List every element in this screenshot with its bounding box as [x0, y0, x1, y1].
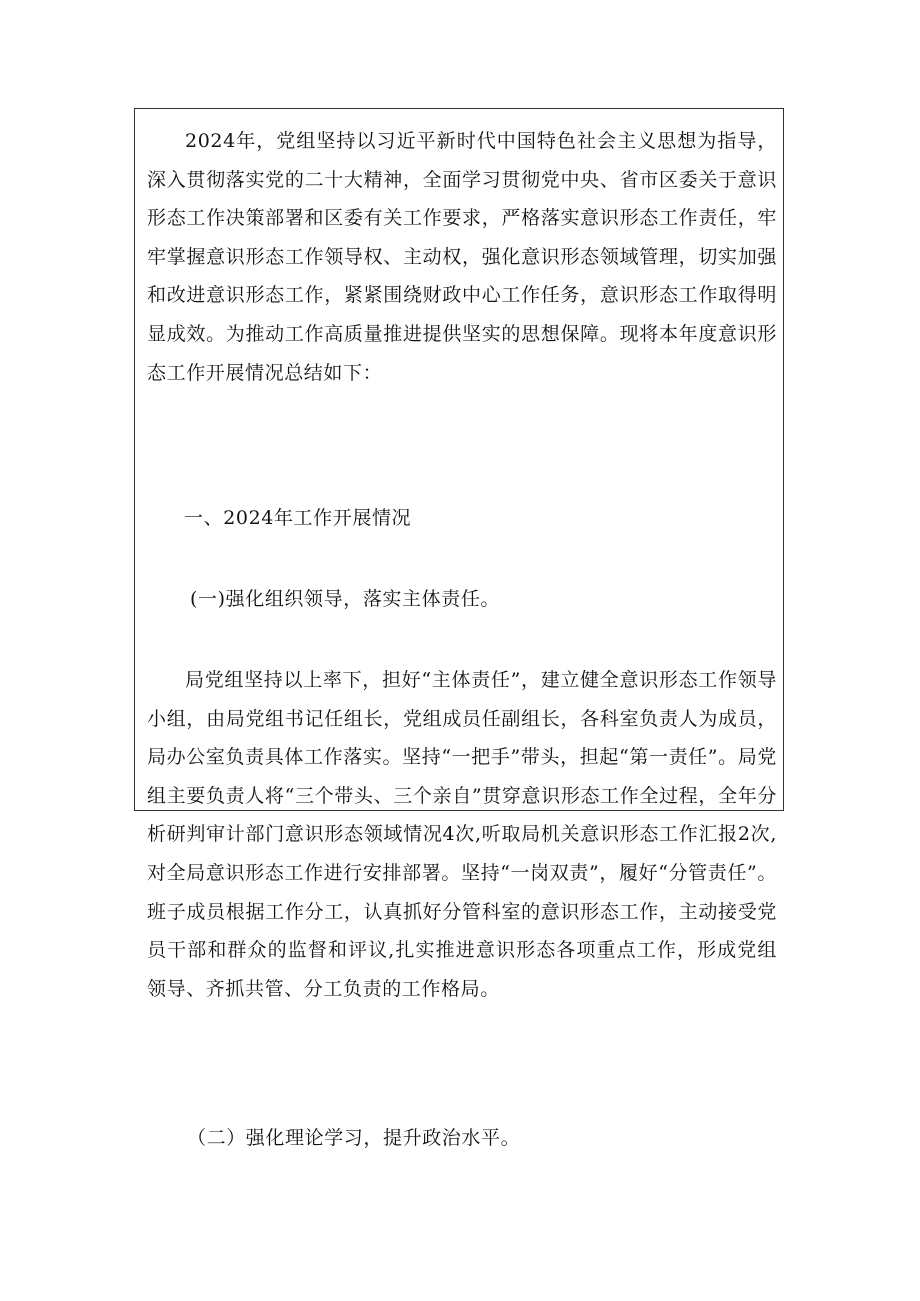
section-heading: 一、2024年工作开展情况 [184, 507, 412, 529]
body-paragraph: 局党组坚持以上率下，担好“主体责任”，建立健全意识形态工作领导小组，由局党组书记任组长，党组成员任副组长，各科室负责人为成员，局办公室负责具体工作落实。坚持“一把手”带头，担起“第一责任”。局党组主要负责人将“三个带头、三个亲自”贯穿意识形态工作全过程，全年分析研判审计部门意识形态领域情况4次,听取局机关意识形态工作汇报2次,对全局意识形态工作进行安排部署。坚持“一岗双责”，履好“分管责任”。班子成员根据工作分工，认真抓好分管科室的意识形态工作，主动接受党员干部和群众的监督和评议,扎实推进意识形态各项重点工作，形成党组领导、齐抓共管、分工负责的工作格局。 [147, 669, 777, 1000]
subsection-heading: (一)强化组织领导，落实主体责任。 [190, 588, 501, 610]
intro-paragraph: 2024年，党组坚持以习近平新时代中国特色社会主义思想为指导，深入贯彻落实党的二十大精神，全面学习贯彻党中央、省市区委关于意识形态工作决策部署和区委有关工作要求，严格落实意识形态工作责任，牢牢掌握意识形态工作领导权、主动权，强化意识形态领域管理，切实加强和改进意识形态工作，紧紧围绕财政中心工作任务，意识形态工作取得明显成效。为推动工作高质量推进提供坚实的思想保障。现将本年度意识形态工作开展情况总结如下： [147, 130, 777, 384]
subsection-heading-two: （二）强化理论学习，提升政治水平。 [187, 1127, 521, 1149]
